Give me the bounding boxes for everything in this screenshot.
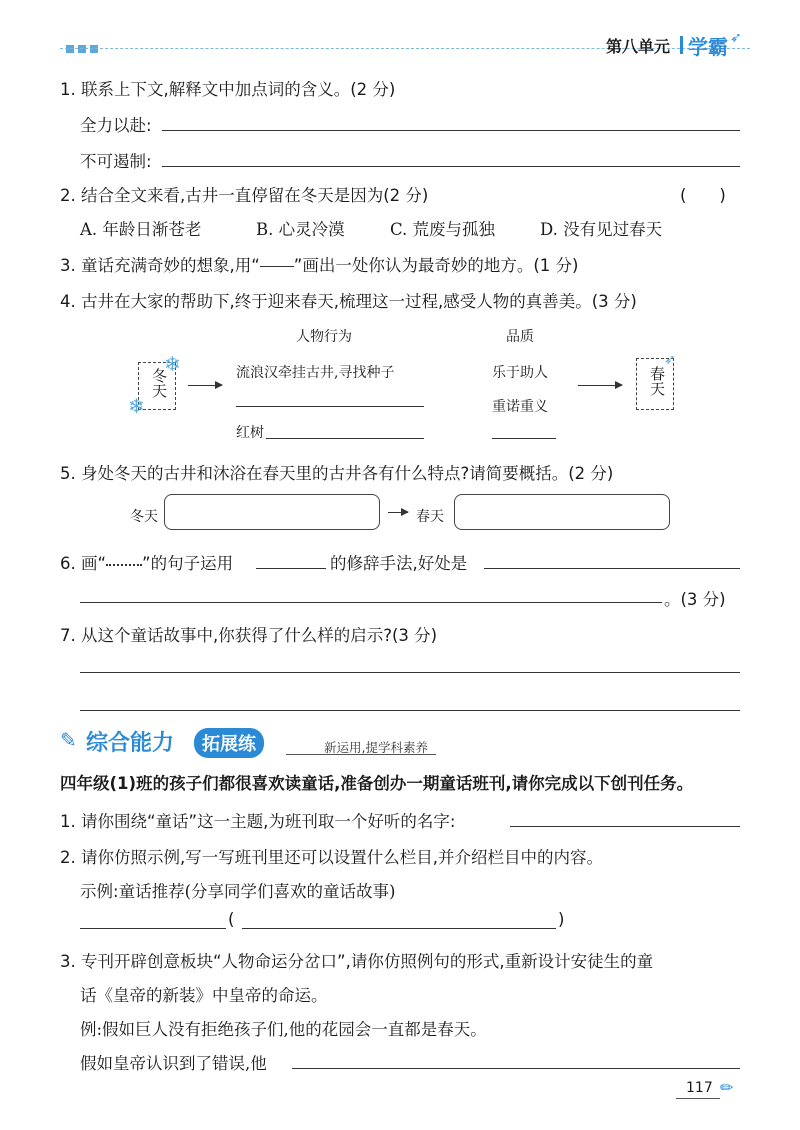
q3-text-before: 3. 童话充满奇妙的想象,用“ — [60, 256, 260, 275]
arrow-icon — [188, 385, 222, 386]
snowflake-icon: ❄ — [128, 394, 145, 418]
subtitle-underline — [286, 754, 436, 755]
q4-col-action: 人物行为 — [296, 329, 352, 345]
winter-box-label: 冬天 — [150, 368, 168, 398]
wavy-underline-sample — [106, 564, 142, 566]
q7-prompt: 7. 从这个童话故事中,你获得了什么样的启示?(3 分) — [60, 626, 438, 645]
example-text: 童话推荐(分享同学们喜欢的童话故事) — [118, 882, 396, 901]
q2-answer-paren[interactable]: ( ) — [680, 186, 726, 205]
part2-intro: 四年级(1)班的孩子们都很喜欢读童话,准备创办一期童话班刊,请你完成以下创刊任务。 — [60, 774, 694, 793]
bird-icon: ➶ — [664, 352, 676, 368]
q4-prompt: 4. 古井在大家的帮助下,终于迎来春天,梳理这一过程,感受人物的真善美。(3 分) — [60, 292, 637, 311]
section-subtitle: 新运用,提学科素养 — [324, 740, 428, 755]
snowflake-icon: ❄ — [164, 352, 181, 376]
pencil-icon: ✏ — [720, 1078, 734, 1097]
q1-item2-label: 不可遏制: — [80, 152, 152, 171]
q5-winter-answer-box[interactable] — [164, 494, 380, 530]
q4-action3-prefix: 红树 — [236, 425, 264, 441]
arrow-icon — [388, 512, 408, 513]
q4-action3-blank[interactable] — [266, 438, 424, 439]
part2-q3-answer-line[interactable] — [292, 1068, 740, 1069]
q6-tail: 。(3 分) — [664, 590, 726, 609]
brand-logo: 学霸 — [688, 35, 728, 59]
q6-prompt — [60, 550, 233, 574]
q2-option-b[interactable]: B. 心灵冷漠 — [256, 220, 345, 239]
unit-title: 第八单元 — [606, 37, 671, 56]
part2-q3-line1: 3. 专刊开辟创意板块“人物命运分岔口”,请你仿照例句的形式,重新设计安徒生的童 — [60, 952, 654, 971]
part2-q2-column-blank[interactable] — [80, 928, 226, 929]
q5-winter-label: 冬天 — [130, 509, 158, 525]
q4-quality2: 重诺重义 — [492, 399, 548, 415]
page-number-underline — [676, 1098, 720, 1099]
q4-action1: 流浪汉牵挂古井,寻找种子 — [236, 365, 395, 381]
part2-q2-prompt: 2. 请你仿照示例,写一写班刊里还可以设置什么栏目,并介绍栏目中的内容。 — [60, 848, 603, 867]
q2-prompt: 2. 结合全文来看,古井一直停留在冬天是因为(2 分) — [60, 186, 429, 205]
part2-q2-content-blank[interactable] — [242, 928, 556, 929]
paren-close: ) — [558, 910, 565, 929]
bird-icon: ➶ — [730, 30, 742, 46]
q6-text-b: ”的句子运用 — [142, 554, 234, 573]
q6-benefit-blank-2[interactable] — [80, 602, 662, 603]
q6-text-a: 6. 画“ — [60, 554, 107, 573]
part2-example2: 例:假如巨人没有拒绝孩子们,他的花园会一直都是春天。 — [80, 1020, 487, 1039]
arrow-icon — [578, 385, 622, 386]
q6-text-c: 的修辞手法,好处是 — [330, 554, 468, 573]
q2-option-a[interactable]: A. 年龄日渐苍老 — [80, 220, 202, 239]
q1-item1-label: 全力以赴: — [80, 116, 152, 135]
q4-action2-blank[interactable] — [236, 406, 424, 407]
part2-example — [80, 878, 395, 902]
part2-q1-answer-line[interactable] — [510, 826, 740, 827]
q1-prompt: 1. 联系上下文,解释文中加点词的含义。(2 分) — [60, 80, 396, 99]
q3-prompt — [60, 252, 578, 276]
q4-quality1: 乐于助人 — [492, 365, 548, 381]
section-badge: 拓展练 — [194, 728, 264, 758]
q7-answer-line-2[interactable] — [80, 710, 740, 711]
q3-underline-sample — [260, 266, 294, 267]
part2-q3-prompt: 假如皇帝认识到了错误,他 — [80, 1054, 267, 1073]
example-label: 示例: — [80, 882, 119, 901]
q5-spring-label: 春天 — [416, 509, 444, 525]
part2-q3-line2: 话《皇帝的新装》中皇帝的命运。 — [80, 986, 328, 1005]
book-icon: ✎ — [60, 728, 77, 752]
page-number: 117 — [686, 1080, 713, 1096]
q5-prompt: 5. 身处冬天的古井和沐浴在春天里的古井各有什么特点?请简要概括。(2 分) — [60, 464, 614, 483]
q3-text-after: ”画出一处你认为最奇妙的地方。(1 分) — [293, 256, 579, 275]
q6-benefit-blank-1[interactable] — [484, 568, 740, 569]
header-bar — [680, 36, 683, 54]
paren-open: ( — [228, 910, 235, 929]
q2-option-c[interactable]: C. 荒废与孤独 — [390, 220, 496, 239]
q4-col-quality: 品质 — [506, 329, 534, 345]
q4-quality3-blank[interactable] — [492, 438, 556, 439]
spring-box-label: 春天 — [648, 366, 666, 396]
q6-rhetoric-blank[interactable] — [256, 568, 326, 569]
q2-option-d[interactable]: D. 没有见过春天 — [540, 220, 663, 239]
q5-spring-answer-box[interactable] — [454, 494, 670, 530]
q1-item2-answer-line[interactable] — [162, 166, 740, 167]
section-title: 综合能力 — [86, 731, 175, 756]
q1-item1-answer-line[interactable] — [162, 130, 740, 131]
q7-answer-line-1[interactable] — [80, 672, 740, 673]
part2-q1-prompt: 1. 请你围绕“童话”这一主题,为班刊取一个好听的名字: — [60, 812, 456, 831]
